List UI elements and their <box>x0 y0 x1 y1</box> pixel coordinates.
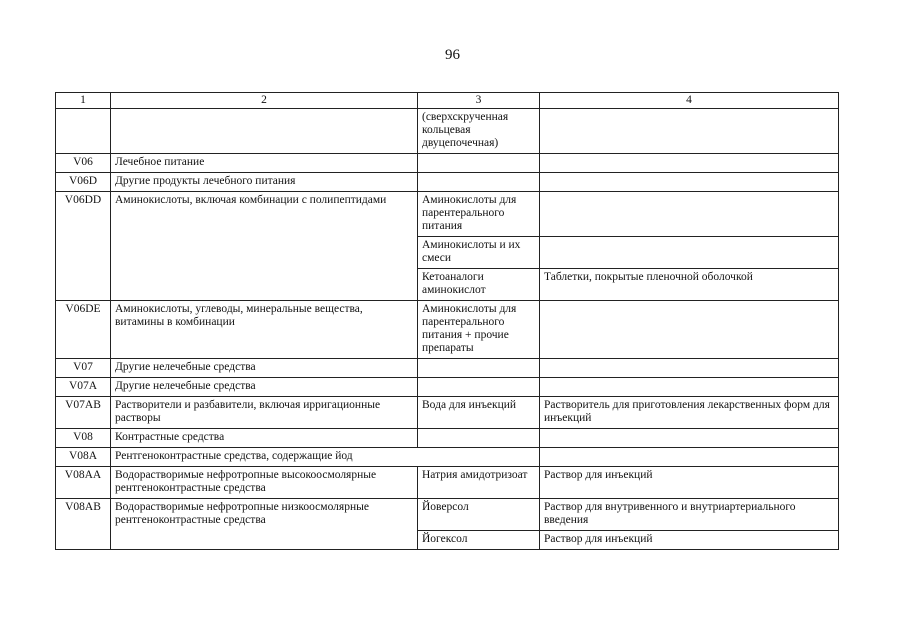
substance-cell: Йогексол <box>418 531 540 550</box>
group-name-cell: Аминокислоты, включая комбинации с полипептидами <box>111 192 418 301</box>
substance-cell: Натрия амидотризоат <box>418 467 540 499</box>
dosage-form-cell: Таблетки, покрытые пленочной оболочкой <box>540 269 839 301</box>
group-name-cell <box>111 109 418 154</box>
group-name-cell: Растворители и разбавители, включая ирригационные растворы <box>111 397 418 429</box>
dosage-form-cell <box>540 448 839 467</box>
atc-code-cell <box>56 109 111 154</box>
table-header-row <box>56 93 839 109</box>
group-name-cell: Аминокислоты, углеводы, минеральные вещества, витамины в комбинации <box>111 301 418 359</box>
drug-table <box>55 92 839 550</box>
atc-code-cell: V07 <box>56 359 111 378</box>
header-cell-4: 4 <box>540 93 839 109</box>
atc-code-cell: V08A <box>56 448 111 467</box>
dosage-form-cell: Раствор для инъекций <box>540 531 839 550</box>
dosage-form-cell <box>540 359 839 378</box>
dosage-form-cell <box>540 173 839 192</box>
table-row <box>56 397 839 429</box>
header-cell-2: 2 <box>111 93 418 109</box>
table-row <box>56 192 839 237</box>
group-name-cell: Водорастворимые нефротропные высокоосмолярные рентгеноконтрастные средства <box>111 467 418 499</box>
table-row <box>56 154 839 173</box>
dosage-form-cell <box>540 192 839 237</box>
substance-cell: Вода для инъекций <box>418 397 540 429</box>
atc-code-cell: V08 <box>56 429 111 448</box>
dosage-form-cell <box>540 429 839 448</box>
table-row <box>56 109 839 154</box>
header-cell-3: 3 <box>418 93 540 109</box>
dosage-form-cell <box>540 301 839 359</box>
group-name-cell: Другие нелечебные средства <box>111 359 418 378</box>
table-row <box>56 448 839 467</box>
table-row <box>56 378 839 397</box>
group-name-cell: Другие нелечебные средства <box>111 378 418 397</box>
group-name-cell: Другие продукты лечебного питания <box>111 173 418 192</box>
header-cell-1: 1 <box>56 93 111 109</box>
atc-code-cell: V07AB <box>56 397 111 429</box>
atc-code-cell: V06D <box>56 173 111 192</box>
dosage-form-cell <box>540 378 839 397</box>
atc-code-cell: V08AA <box>56 467 111 499</box>
substance-cell: Аминокислоты и их смеси <box>418 237 540 269</box>
substance-cell: Кетоаналоги аминокислот <box>418 269 540 301</box>
substance-cell: Аминокислоты для парентерального питания + прочие препараты <box>418 301 540 359</box>
substance-cell <box>418 429 540 448</box>
substance-cell <box>418 359 540 378</box>
table-row <box>56 301 839 359</box>
dosage-form-cell: Раствор для инъекций <box>540 467 839 499</box>
table-row <box>56 359 839 378</box>
substance-cell: Йоверсол <box>418 499 540 531</box>
substance-cell: (сверхскрученная кольцевая двуцепочечная) <box>418 109 540 154</box>
substance-cell <box>418 173 540 192</box>
substance-cell: Аминокислоты для парентерального питания <box>418 192 540 237</box>
table-row <box>56 173 839 192</box>
group-name-cell: Лечебное питание <box>111 154 418 173</box>
dosage-form-cell: Раствор для внутривенного и внутриартериального введения <box>540 499 839 531</box>
table-row <box>56 429 839 448</box>
substance-cell <box>418 378 540 397</box>
dosage-form-cell <box>540 154 839 173</box>
group-name-cell: Контрастные средства <box>111 429 418 448</box>
page-number: 96 <box>445 47 460 63</box>
group-name-cell: Рентгеноконтрастные средства, содержащие йод <box>111 448 540 467</box>
atc-code-cell: V06DD <box>56 192 111 301</box>
dosage-form-cell <box>540 109 839 154</box>
atc-code-cell: V08AB <box>56 499 111 550</box>
dosage-form-cell: Растворитель для приготовления лекарственных форм для инъекций <box>540 397 839 429</box>
dosage-form-cell <box>540 237 839 269</box>
atc-code-cell: V07A <box>56 378 111 397</box>
substance-cell <box>418 154 540 173</box>
group-name-cell: Водорастворимые нефротропные низкоосмолярные рентгеноконтрастные средства <box>111 499 418 550</box>
atc-code-cell: V06DE <box>56 301 111 359</box>
table-row <box>56 467 839 499</box>
atc-code-cell: V06 <box>56 154 111 173</box>
table-row <box>56 499 839 531</box>
